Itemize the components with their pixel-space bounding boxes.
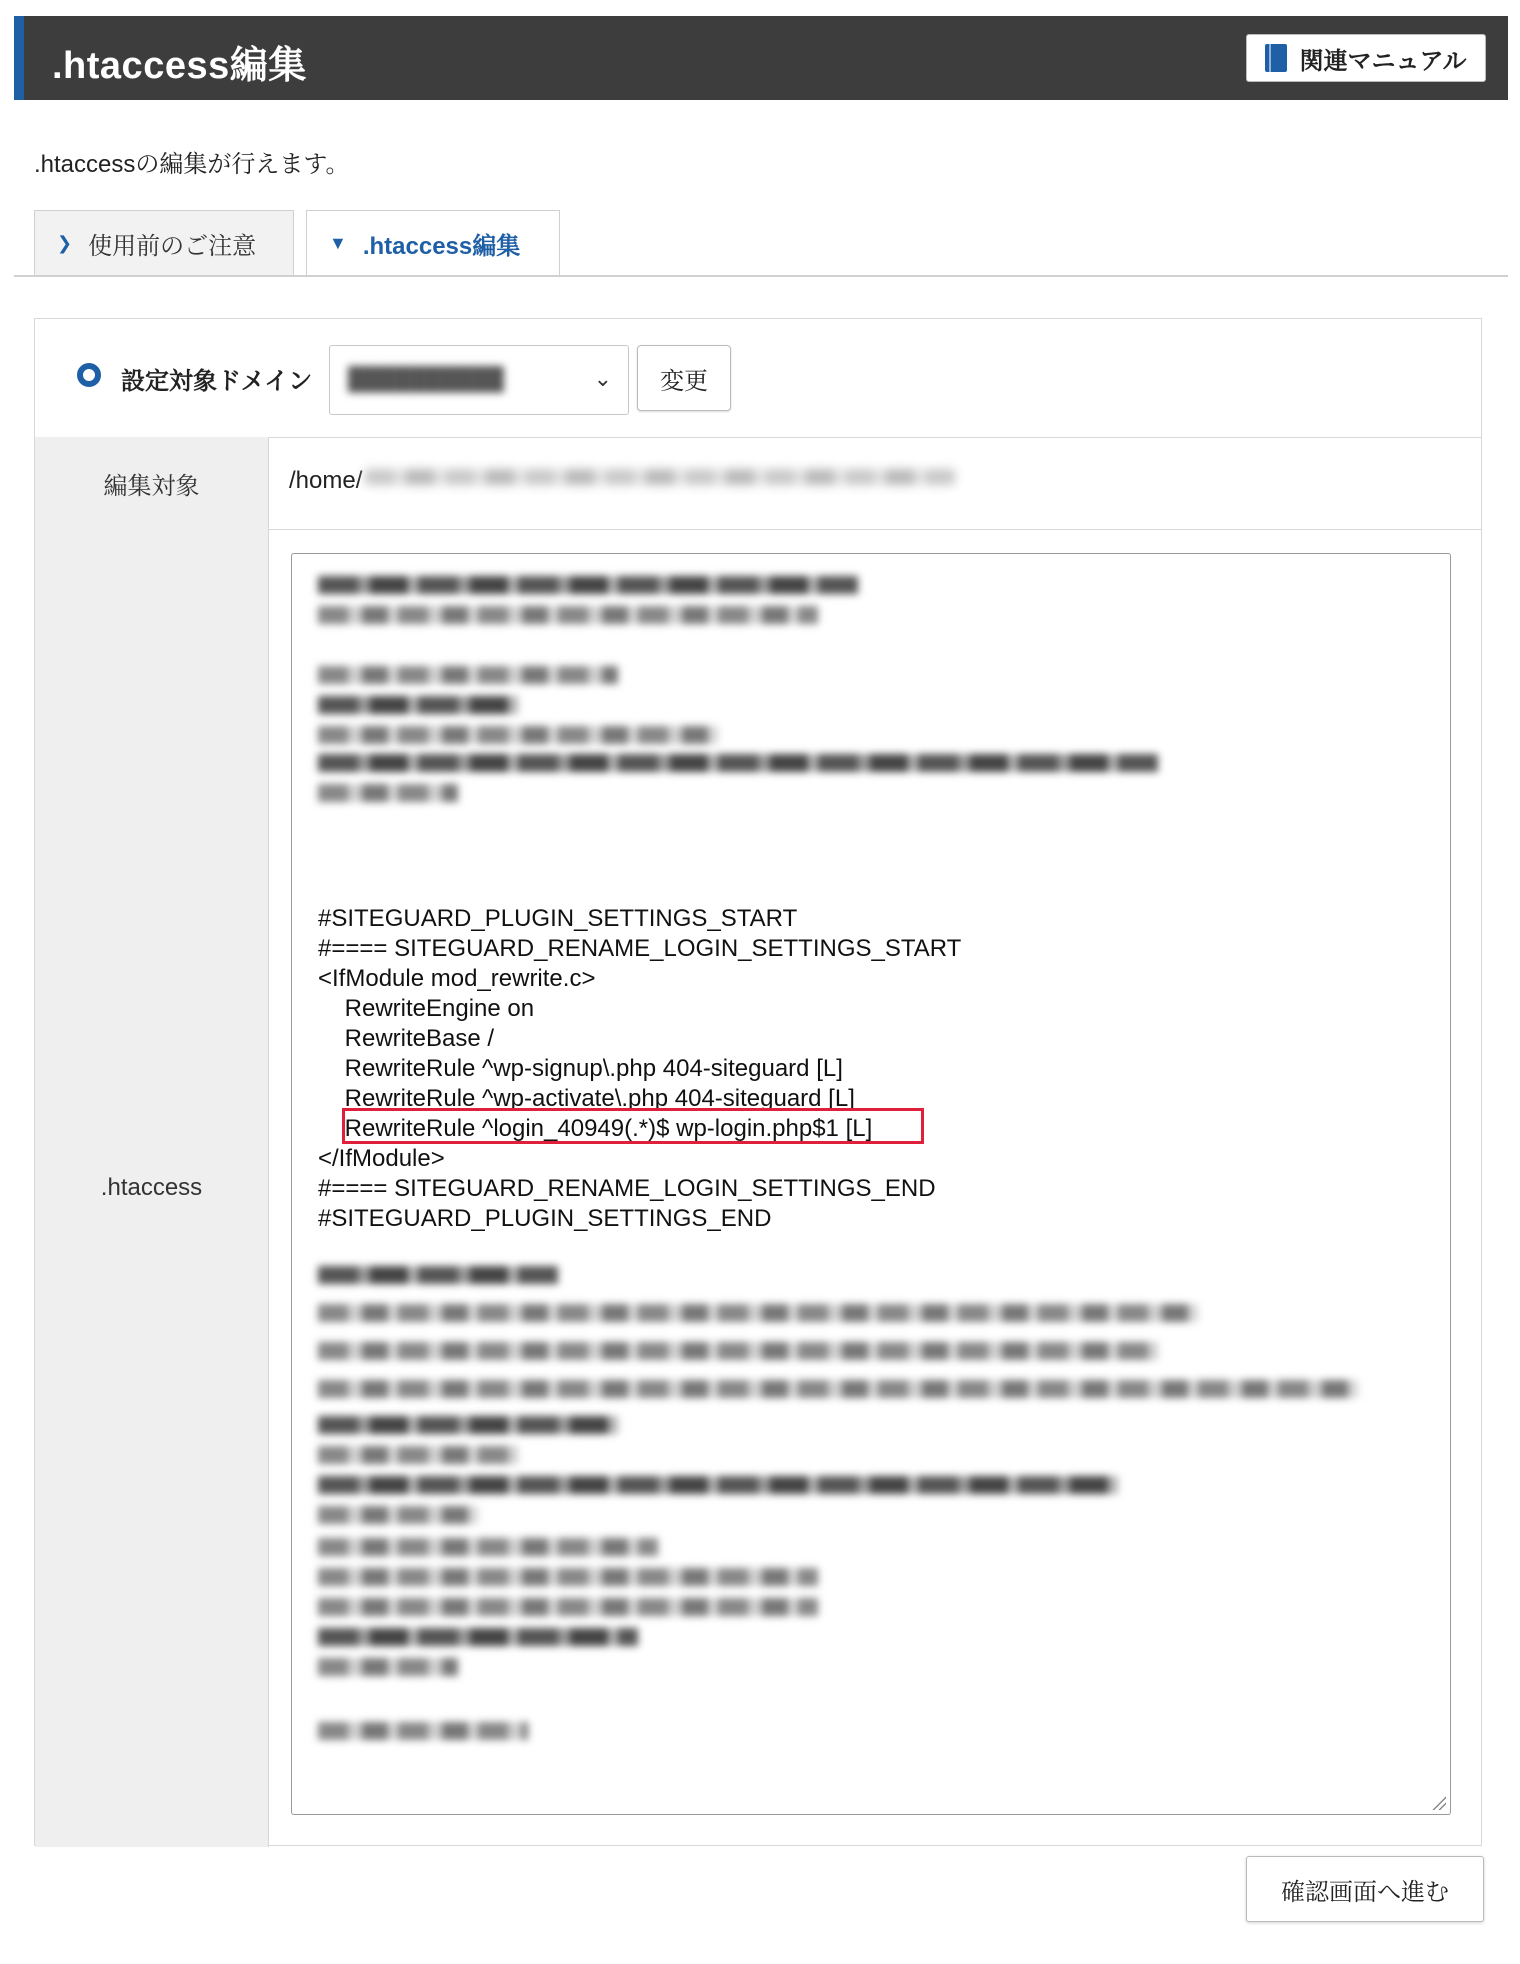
htaccess-textarea[interactable] (291, 553, 1451, 1815)
redacted-line (318, 726, 718, 744)
tab-precautions[interactable] (34, 210, 294, 276)
htaccess-form (34, 318, 1482, 1846)
redacted-line (318, 784, 458, 802)
redacted-line (318, 1304, 1198, 1322)
tab-htaccess-edit[interactable] (306, 210, 560, 278)
redacted-line (318, 576, 858, 594)
chevron-down-icon: ▼ (329, 233, 347, 253)
redacted-line (318, 754, 1158, 772)
code-line: RewriteBase / (318, 1025, 495, 1052)
redacted-line (318, 1598, 818, 1616)
code-line: #SITEGUARD_PLUGIN_SETTINGS_START (318, 905, 798, 932)
code-line: #==== SITEGUARD_RENAME_LOGIN_SETTINGS_END (318, 1175, 936, 1202)
related-manual-button[interactable] (1246, 34, 1486, 82)
redacted-line (318, 1476, 1118, 1494)
book-icon (1265, 44, 1287, 72)
redacted-line (318, 1658, 458, 1676)
redacted-line (318, 1628, 638, 1646)
tab-htaccess-edit-label: .htaccess編集 (362, 233, 521, 260)
redacted-line (318, 1446, 518, 1464)
radio-selected-icon (77, 363, 101, 387)
resize-handle-icon[interactable] (1432, 1796, 1446, 1810)
redacted-line (318, 1506, 478, 1524)
code-line: RewriteEngine on (318, 995, 535, 1022)
target-path: /home/ (289, 467, 363, 494)
domain-row (35, 319, 1481, 438)
domain-select[interactable] (329, 345, 629, 415)
target-row (35, 437, 1481, 530)
tabs-divider (14, 275, 1508, 277)
redacted-line (318, 1568, 818, 1586)
code-line: RewriteRule ^wp-activate\.php 404-siteguard [L] (318, 1085, 855, 1112)
code-line: #SITEGUARD_PLUGIN_SETTINGS_END (318, 1205, 772, 1232)
chevron-down-icon: ⌄ (593, 366, 612, 391)
tab-precautions-label: 使用前のご注意 (88, 232, 257, 260)
code-line: #==== SITEGUARD_RENAME_LOGIN_SETTINGS_START (318, 935, 962, 962)
redacted-line (318, 696, 518, 714)
redacted-line (318, 1342, 1158, 1360)
target-path-redacted (365, 469, 955, 485)
code-line: </IfModule> (318, 1145, 445, 1172)
highlight-box (342, 1108, 924, 1144)
change-button[interactable]: 変更 (637, 345, 731, 411)
confirm-button[interactable]: 確認画面へ進む (1246, 1856, 1484, 1922)
related-manual-label: 関連マニュアル (1299, 47, 1467, 75)
chevron-right-icon: ❯ (57, 232, 73, 253)
redacted-line (318, 1722, 528, 1740)
code-line: <IfModule mod_rewrite.c> (318, 965, 596, 992)
redacted-line (318, 1380, 1358, 1398)
file-row (35, 529, 1481, 1847)
domain-label: 設定対象ドメイン (121, 368, 313, 395)
redacted-line (318, 666, 618, 684)
page-title: .htaccess編集 (52, 45, 307, 87)
page-header (14, 16, 1508, 100)
code-line-highlighted: RewriteRule ^login_40949(.*)$ wp-login.php$1 [L] (318, 1115, 873, 1142)
redacted-line (318, 606, 818, 624)
domain-value-redacted: ██████████ (348, 366, 504, 391)
code-line: RewriteRule ^wp-signup\.php 404-siteguard [L] (318, 1055, 843, 1082)
file-label: .htaccess (35, 529, 269, 1847)
intro-text: .htaccessの編集が行えます。 (34, 151, 350, 178)
target-label: 編集対象 (35, 437, 269, 529)
redacted-line (318, 1416, 618, 1434)
redacted-line (318, 1266, 558, 1284)
redacted-line (318, 1538, 658, 1556)
